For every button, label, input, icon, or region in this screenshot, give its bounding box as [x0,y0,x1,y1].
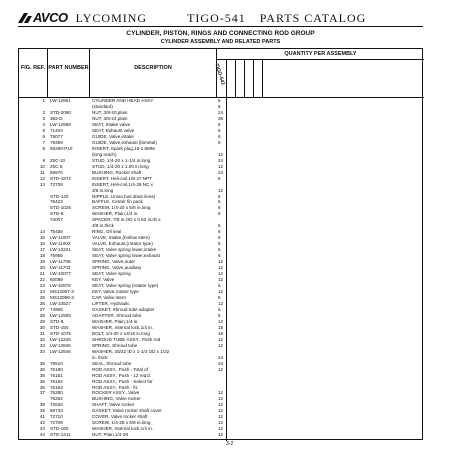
fig-ref-cell: 25 [39,294,45,300]
qty-grid-line [244,59,245,97]
fig-ref-cell: 33 [39,342,45,348]
fig-ref-cell: 41 [39,414,45,420]
description-cell: 3/8 in.thick [92,223,114,229]
quantity-cell: 6 [218,211,221,217]
fig-ref-cell: 10 [39,163,45,169]
quantity-cell: 12 [218,366,224,372]
page-number: 3-2 [226,441,234,447]
quantity-cell: 6 [218,294,221,300]
fig-ref-cell: 36 [39,366,45,372]
part-number-cell: 74007 [50,217,63,223]
qty-grid-line [262,59,263,97]
fig-ref-cell: 3 [42,115,45,121]
description-cell: KEY, Valve [92,277,115,283]
part-number-cell: LW-11007 [50,235,71,241]
quantity-cell: 6 [218,229,221,235]
description-cell: RING, Oil seal [92,229,122,235]
quantity-cell: 12 [218,432,224,438]
description-cell: SCREW, 1/4-20 x 5/8 in.long [92,205,151,211]
fig-ref-cell: 42 [39,420,45,426]
quantity-cell: 12 [218,426,224,432]
fig-ref-cell: 22 [39,277,45,283]
quantity-cell: 12 [218,396,224,402]
quantity-cell: 12 [218,336,224,342]
description-cell: INSERT, Spark plug,18-1.5MM [92,145,155,151]
part-number-cell: STD-5 [50,211,64,217]
fig-ref-cell: 44 [39,432,45,438]
part-number-cell: MS12097-3 [50,289,74,294]
description-cell: GASKET, Shroud tube adapter [92,306,155,312]
fig-ref-cell: 34 [39,348,45,354]
part-number-cell: LW-12508 [50,312,71,318]
quantity-cell: 6 [218,253,221,259]
description-cell: VALVE, Intake,(hollow stem) [92,235,150,241]
fig-ref-cell: 1 [42,98,45,103]
description-cell: VALVE, Exhaust,(rotator type) [92,241,153,247]
group-title: CYLINDER, PISTON, RINGS AND CONNECTING ROD GROUP [126,30,315,37]
quantity-cell: 6 [218,241,221,247]
description-cell: SEAT, Valve spring [92,271,131,277]
quantity-cell: 24 [218,169,224,175]
description-cell: LIFTER, Hydraulic [92,300,130,306]
part-number-cell: LW-12646 [50,348,71,354]
quantity-cell: 12 [218,414,224,420]
part-number-cell: LW-13945 [50,342,71,348]
quantity-cell: 12 [218,259,224,265]
fig-ref-header: FIG. REF. [19,49,48,97]
fig-ref-cell: 24 [39,289,45,294]
description-cell: NUT, Plain,1/4-28 [92,432,129,438]
description-cell: SPACER, 7/8 in.OD x 0.52 in.ID x [92,217,161,223]
description-cell: WASHER, Plain,1/4 in. [92,318,139,324]
header-rule [18,26,423,27]
description-cell: SHROUD TUBE ASSY., Push rod [92,336,161,342]
part-number-cell: 69260-P10 [50,145,73,151]
description-cell: INSERT, Heli-coil,1/8-27 NPT [92,175,152,181]
quantity-cell: 6 [218,175,221,181]
part-number-cell: 76280 [50,390,63,396]
quantity-cell: 24 [218,109,224,115]
part-number-cell: 74908 [50,306,63,312]
quantity-cell: 12 [218,271,224,277]
description-cell: BOLT, 1/4-20 x 13/16 in.long [92,330,150,336]
quantity-cell: 6 [218,139,221,145]
part-number-cell: 76077 [50,133,63,139]
table-row [19,432,424,438]
part-number-cell: 25C-10 [50,157,66,163]
part-number-cell: LW-11703 [50,265,71,271]
avco-logo-mark-icon [18,13,32,23]
description-cell: BAFFLE, Center fin pack [92,199,143,205]
quantity-cell: 6 [218,312,221,318]
fig-ref-cell: 32 [39,336,45,342]
description-cell: CAP, Valve stem [92,294,126,300]
part-number-cell: 76182 [50,378,63,384]
quantity-cell: 6 [218,199,221,205]
description-cell: ROD ASSY., Push - Total of [92,366,149,372]
description-cell: NUT, 3/8-20,plain [92,109,128,115]
parts-table [18,48,423,440]
quantity-cell: 24 [218,157,224,163]
part-number-cell: 76181 [50,372,63,378]
description-cell: ROD ASSY., Push - 12 req'd. [92,372,152,378]
quantity-cell: 6 [218,133,221,139]
qty-grid-line [253,59,254,97]
quantity-cell: 6 [218,283,221,289]
quantity-cell: 6 [218,98,221,103]
quantity-cell: 24 [218,360,224,366]
fig-ref-cell: 5 [42,127,45,133]
description-cell: SEAT, Valve spring (rotator type) [92,283,159,289]
quantity-cell: 12 [218,402,224,408]
description-cell: NIPPLE, Union,fuel drain lines) [92,193,156,199]
parts-rows [19,98,424,438]
description-cell: ROD ASSY., Push - Select for [92,378,153,384]
description-cell: GUIDE, Valve,intake [92,133,134,139]
quantity-cell: 6 [218,247,221,253]
fig-ref-cell: 4 [42,121,45,127]
quantity-cell: 6 [218,121,221,127]
quantity-cell: 6 [218,306,221,312]
part-number-cell: STD-160 [50,426,69,432]
description-cell: SCREW, 1/4-28 x 5/8 in.long [92,420,151,426]
fig-ref-cell: 11 [40,169,45,175]
brand-name: AVCO [33,10,68,25]
qty-column-label: TIGO-541 [213,63,226,87]
description-cell: STUD, 1/4-20 x 1.00 in.long [92,163,149,169]
part-number-cell: 72710 [50,414,63,420]
header-title-line [18,10,418,26]
part-number-cell: STD-2090 [50,109,71,115]
quantity-cell: 12 [218,163,224,169]
part-number-cell: LW-11706 [50,259,71,265]
description-cell: GASKET, Valve rocker shaft cover [92,408,162,414]
description-cell: SEAT, Valve spring lower,intake [92,247,157,253]
description-cell: SHAFT, Valve rocker [92,402,135,408]
quantity-cell: 12 [218,318,224,324]
qty-grid-line [235,59,236,97]
part-number-cell: 76423 [50,199,63,205]
part-number-cell: 72709 [50,420,63,426]
description-cell: SEAL, Shroud tube [92,360,132,366]
part-number-cell: STD-1025 [50,205,71,211]
fig-ref-cell: 7 [42,139,45,145]
part-number-cell: LW-12689 [50,121,71,127]
description-cell: WASHER, Internal lock,1/4 in. [92,426,154,432]
quantity-cell: 12 [218,187,224,193]
fig-ref-cell: 16 [39,241,45,247]
description-cell: (long reach) [92,151,117,157]
part-number-cell: STD-150 [50,324,69,330]
part-number-cell: LW-12861 [50,98,71,103]
quantity-cell: 6 [218,193,221,199]
avco-logo [18,10,68,25]
part-number-cell: LW-13226 [50,336,71,342]
description-cell: BUSHING, Rocker shaft [92,169,142,175]
part-number-cell: LW-10077 [50,271,71,277]
fig-ref-cell: 6 [42,133,45,139]
part-number-cell: MS12098-3 [50,294,74,300]
description-cell: SEAT, Intake valve [92,121,131,127]
fig-ref-cell: 31 [39,330,45,336]
description-cell: ROCKER ASSY., Valve [92,390,140,396]
part-number-header: PART NUMBER [48,49,90,97]
fig-ref-cell: 28 [39,312,45,318]
fig-ref-cell: 37 [39,390,45,396]
description-cell: BUSHING, Valve rocker [92,396,141,402]
part-number-cell: LW-10876 [50,283,71,289]
description-cell: WASHER, Internal lock,1/4 in. [92,324,154,330]
part-number-cell: 75455 [50,229,63,235]
fig-ref-cell: 29 [39,318,45,324]
quantity-cell: 12 [218,277,224,283]
part-number-cell: 76183 [50,384,63,390]
part-number-cell: LW-11002 [50,241,71,247]
description-header: DESCRIPTION [90,49,217,97]
description-cell: (standard) [92,103,113,109]
fig-ref-cell: 38 [39,402,45,408]
part-number-cell: 78510 [50,360,63,366]
part-number-cell: 66970 [50,169,63,175]
quantity-cell: 18 [218,330,224,336]
description-cell: GUIDE, Valve,exhaust (bimetal) [92,139,157,145]
fig-ref-cell: 17 [39,247,45,253]
quantity-cell: 12 [218,300,224,306]
fig-ref-cell: 15 [39,235,45,241]
quantity-cell: 12 [218,342,224,348]
fig-ref-cell: 9 [42,157,45,163]
fig-ref-cell: 36 [39,372,45,378]
fig-ref-cell: 43 [39,426,45,432]
quantity-cell: 6 [218,127,221,133]
quantity-cell: 36 [218,115,224,121]
part-number-cell: 60099 [50,277,63,283]
part-number-cell: STD-1411 [50,432,71,438]
quantity-header: QUANTITY PER ASSEMBLY [284,51,357,57]
description-cell: SPRING, Shroud tube [92,342,138,348]
catalog-title: PARTS CATALOG [259,11,367,25]
fig-ref-cell: 36 [39,378,45,384]
fig-ref-cell: 35 [39,360,45,366]
description-cell: ADAPTER, Shroud tube [92,312,142,318]
fig-ref-cell: 19 [39,259,45,265]
description-cell: 3/8 in.long [92,187,114,193]
fig-ref-cell: 20 [39,265,45,271]
quantity-cell: 6 [218,235,221,241]
part-number-cell: LW-10527 [50,300,71,306]
part-number-cell: 382-D [50,115,63,121]
quantity-cell: 12 [218,151,224,157]
part-number-cell: STD-1872 [50,175,71,181]
quantity-cell: 24 [218,354,224,360]
part-number-cell: 25C-8 [50,163,63,169]
quantity-cell: 12 [218,265,224,271]
quantity-cell: 12 [218,289,224,294]
fig-ref-cell: 39 [39,408,45,414]
description-cell: ROD ASSY., Push - fit. [92,384,139,390]
fig-ref-cell: 2 [42,109,45,115]
quantity-cell: 12 [218,390,224,396]
fig-ref-cell: 36 [39,384,45,390]
fig-ref-cell: 21 [39,271,45,277]
description-cell: STUD, 1/4-20 x 1-1/4 in.long [92,157,151,163]
description-cell: KEY, Valve,rotator type [92,289,139,294]
engine-model: TIGO-541 [187,11,246,25]
part-number-cell: 72626 [50,402,63,408]
quantity-cell: 6 [218,205,221,211]
quantity-cell: 12 [218,420,224,426]
fig-ref-cell: 14 [39,229,45,235]
part-number-cell: STD-1075 [50,330,71,336]
description-cell: WASHER, Plain,1/4 in. [92,211,139,217]
fig-ref-cell: 12 [39,175,45,181]
description-cell: WASHER, 25/32 ID x 1-1/4 OD x 1/32 [92,348,170,354]
fig-ref-cell: 13 [39,181,45,187]
part-number-cell: 72708 [50,181,63,187]
description-cell: SEAT, Valve spring lower,exhaust [92,253,161,259]
description-cell: SPRING, Valve,outer [92,259,136,265]
part-number-cell: 71404 [50,127,63,133]
part-number-cell: 66733 [50,408,63,414]
quantity-cell: 6 [218,103,221,109]
description-cell: NUT, 3/8-24,plain [92,115,128,121]
description-cell: CYLINDER AND HEAD ASSY. [92,98,154,103]
part-number-cell: LW-13221 [50,247,71,253]
fig-ref-cell: 27 [39,306,45,312]
description-cell: INSERT, Heli-coil,1/4-28 NC x [92,181,153,187]
fig-ref-cell: 23 [39,283,45,289]
assembly-title: CYLINDER ASSEMBLY AND RELATED PARTS [160,39,281,45]
fig-ref-cell: 26 [39,300,45,306]
fig-ref-cell: 8 [42,145,45,151]
maker-name: LYCOMING [75,11,148,25]
part-number-cell: 76955 [50,253,63,259]
fig-ref-cell: 18 [39,253,45,259]
part-number-cell: 76262 [50,396,63,402]
part-number-cell: 76180 [50,366,63,372]
description-cell: in. thick [92,354,108,360]
description-cell: SEAT, Exhaust valve [92,127,135,133]
fig-ref-cell: 30 [39,324,45,330]
quantity-cell: 12 [218,408,224,414]
quantity-cell: 18 [218,324,224,330]
quantity-cell: 6 [218,223,221,229]
description-cell: SPRING, Valve,auxiliary [92,265,142,271]
part-number-cell: STD-140 [50,193,69,199]
part-number-cell: 79369 [50,139,63,145]
description-cell: COVER, Valve rocker shaft [92,414,148,420]
part-number-cell: STD-8 [50,318,64,324]
